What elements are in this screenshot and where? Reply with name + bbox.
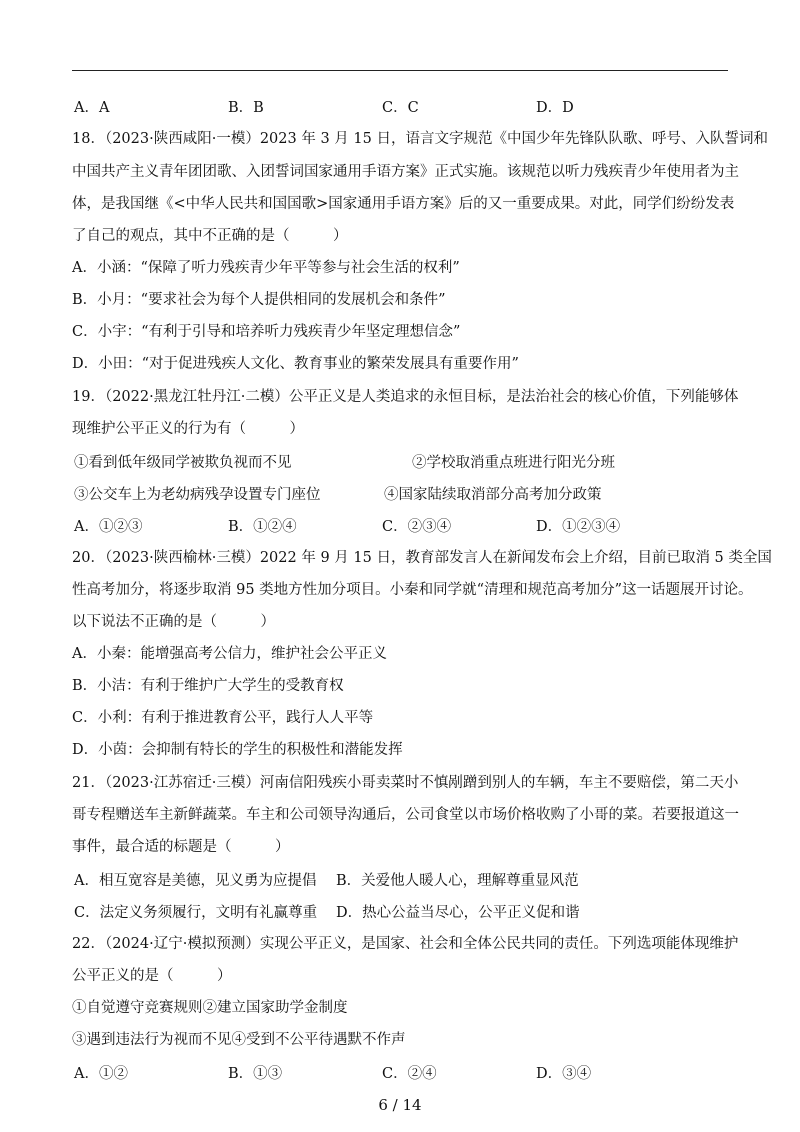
header-rule <box>72 70 728 71</box>
statement-4: ④国家陆续取消部分高考加分政策 <box>384 487 602 503</box>
option-a: A．小涵：“保障了听力残疾青少年平等参与社会生活的权利” <box>72 260 460 276</box>
option-a: A．相互宽容是美德，见义勇为应提倡 <box>74 873 317 889</box>
statement-1: ①看到低年级同学被欺负视而不见 <box>74 455 292 471</box>
option-c: C．小宇：“有利于引导和培养听力残疾青少年坚定理想信念” <box>72 324 461 340</box>
option-a: A．①② <box>74 1066 128 1082</box>
statement-line: ①自觉遵守竞赛规则②建立国家助学金制度 <box>72 1000 348 1016</box>
page-number: 6 / 14 <box>378 1096 422 1114</box>
option-a: A．小秦：能增强高考公信力，维护社会公平正义 <box>72 646 387 662</box>
option-b: B．①③ <box>228 1066 283 1082</box>
option-a: A．A <box>74 100 110 116</box>
question-stem-line: 20．（2023·陕西榆林·三模）2022 年 9 月 15 日，教育部发言人在新闻发布会上介绍，目前已取消 5 类全国 <box>72 550 772 566</box>
option-b: B．B <box>228 100 264 116</box>
option-b: B．小洁：有利于维护广大学生的受教育权 <box>72 678 344 694</box>
question-stem-line: 19．（2022·黑龙江牡丹江·二模）公平正义是人类追求的永恒目标，是法治社会的核心价值，下列能够体 <box>72 389 739 405</box>
question-stem-line: 事件，最合适的标题是（ ） <box>72 839 290 855</box>
option-b: B．关爱他人暖人心，理解尊重显风范 <box>336 873 579 889</box>
option-d: D．小茵：会抑制有特长的学生的积极性和潜能发挥 <box>72 742 403 758</box>
question-stem-line: 18．（2023·陕西咸阳·一模）2023 年 3 月 15 日，语言文字规范《中国少年先锋队队歌、呼号、入队誓词和 <box>72 131 768 147</box>
statement-line: ③遇到违法行为视而不见④受到不公平待遇默不作声 <box>72 1032 406 1048</box>
option-c: C．小利：有利于推进教育公平，践行人人平等 <box>72 710 374 726</box>
option-c: C．法定义务须履行，文明有礼赢尊重 <box>74 905 318 921</box>
option-d: D．D <box>536 100 574 116</box>
option-d: D．小田：“对于促进残疾人文化、教育事业的繁荣发展具有重要作用” <box>72 356 519 372</box>
question-stem-line: 体，是我国继《<中华人民共和国国歌>国家通用手语方案》后的又一重要成果。对此，同学们纷纷发表 <box>72 196 735 212</box>
question-stem-line: 以下说法不正确的是（ ） <box>72 614 275 630</box>
question-stem-line: 中国共产主义青年团团歌、入团誓词国家通用手语方案》正式实施。该规范以听力残疾青少年使用者为主 <box>72 164 739 180</box>
question-stem-line: 了自己的观点，其中不正确的是（ ） <box>72 228 348 244</box>
question-stem-line: 21．（2023·江苏宿迁·三模）河南信阳残疾小哥卖菜时不慎剐蹭到别人的车辆，车主不要赔偿，第二天小 <box>72 775 739 791</box>
option-c: C．②③④ <box>382 519 452 535</box>
question-stem-line: 性高考加分，将逐步取消 95 类地方性加分项目。小秦和同学就“清理和规范高考加分”这一话题展开讨论。 <box>72 582 753 598</box>
option-d: D．③④ <box>536 1066 592 1082</box>
question-stem-line: 22．（2024·辽宁·模拟预测）实现公平正义，是国家、社会和全体公民共同的责任。下列选项能体现维护 <box>72 936 739 952</box>
option-c: C．C <box>382 100 419 116</box>
option-a: A．①②③ <box>74 519 143 535</box>
statement-2: ②学校取消重点班进行阳光分班 <box>412 455 615 471</box>
option-d: D．热心公益当尽心，公平正义促和谐 <box>336 905 580 921</box>
option-d: D．①②③④ <box>536 519 621 535</box>
option-b: B．①②④ <box>228 519 297 535</box>
question-stem-line: 哥专程赠送车主新鲜蔬菜。车主和公司领导沟通后，公司食堂以市场价格收购了小哥的菜。若要报道这一 <box>72 807 739 823</box>
statement-3: ③公交车上为老幼病残孕设置专门座位 <box>74 487 321 503</box>
option-b: B．小月：“要求社会为每个人提供相同的发展机会和条件” <box>72 292 446 308</box>
option-c: C．②④ <box>382 1066 437 1082</box>
question-stem-line: 公平正义的是（ ） <box>72 968 232 984</box>
question-stem-line: 现维护公平正义的行为有（ ） <box>72 421 304 437</box>
